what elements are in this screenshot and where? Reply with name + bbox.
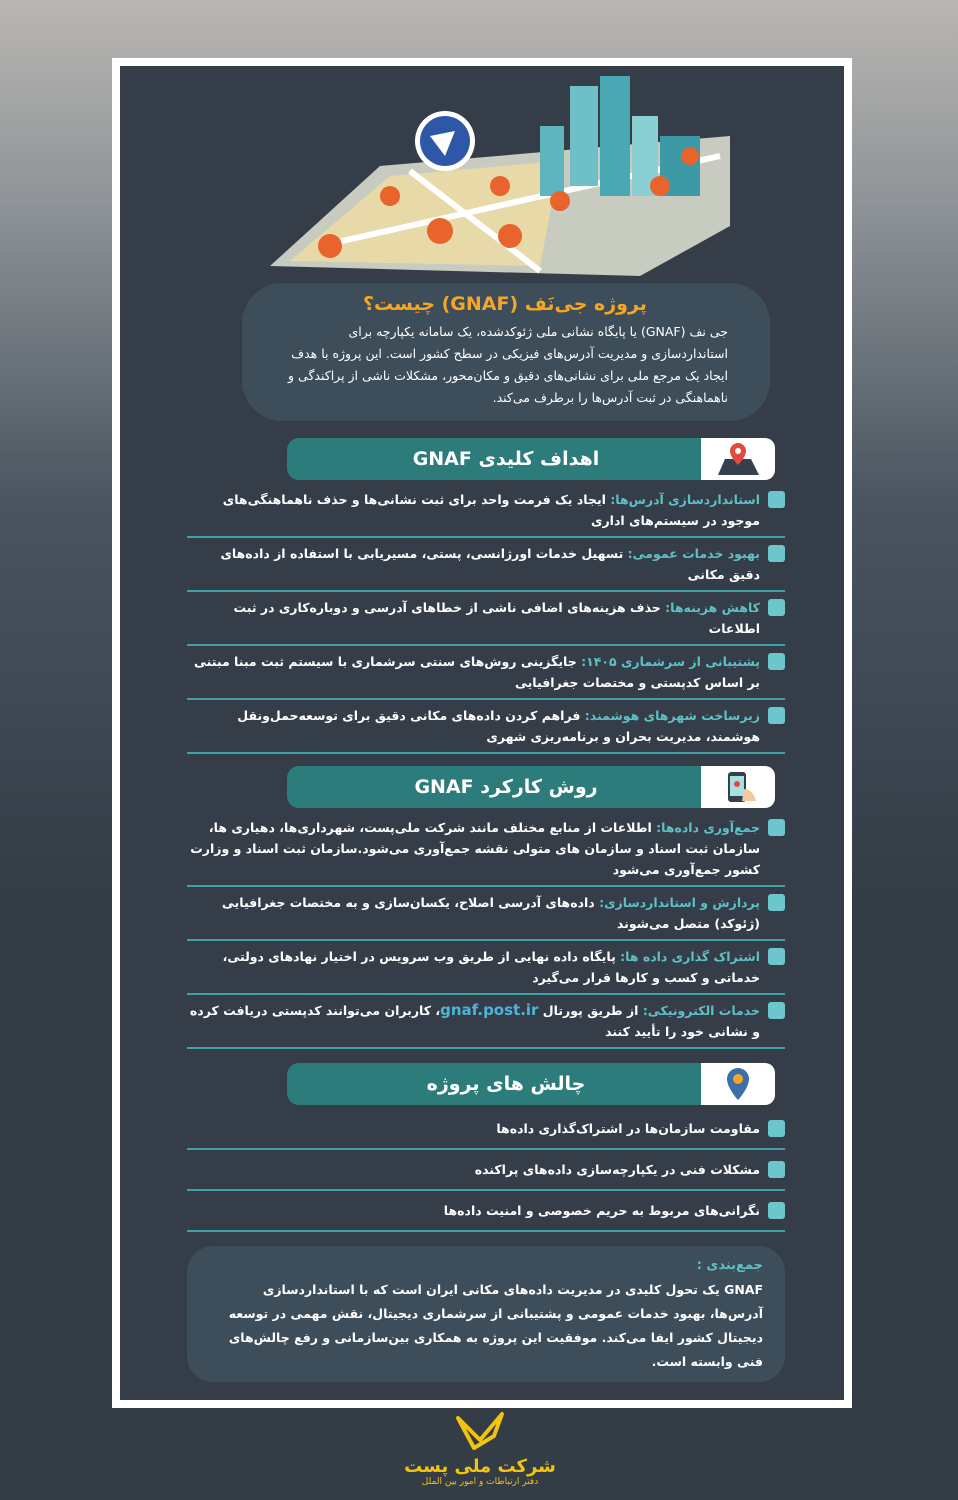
item-text: نگرانی‌های مربوط به حریم خصوصی و امنیت داده‌ها (443, 1203, 760, 1218)
item-label: استانداردسازی آدرس‌ها: (610, 492, 760, 507)
list-item (187, 1191, 785, 1232)
title-part: پروژه جی‌نَف ( (509, 293, 647, 315)
intro-title (282, 293, 728, 315)
intro-body: جی نف (GNAF) یا پایگاه نشانی ملی ژئوکدشده، یک سامانه یکپارچه برای استانداردسازی و مدیریت آدرس‌های فیزیکی در سطح کشور است. این پروژه با هدف ایجاد یک مرجع ملی برای نشانی‌های دقیق و مکان‌محور، مشکلات ناشی از پراکندگی و ناهماهنگی در ثبت آدرس‌ها را برطرف می‌کند. (288, 324, 728, 405)
item-text: ، کاربران می‌توانند کدپستی دریافت کرده و نشانی خود را تأیید کنند (189, 1003, 760, 1039)
checkbox-icon (768, 948, 785, 965)
goals-header (287, 438, 775, 480)
summary-title: جمع‌بندی : (696, 1258, 763, 1273)
map-pin-icon (701, 438, 775, 480)
gnaf-portal-link[interactable]: gnaf.post.ir (440, 1001, 539, 1019)
list-item (187, 700, 785, 754)
item-text: ایجاد یک فرمت واحد برای ثبت نشانی‌ها و حذف ناهماهنگی‌های موجود در سیستم‌های اداری (222, 492, 760, 528)
list-item (187, 1109, 785, 1150)
item-text: حذف هزینه‌های اضافی ناشی از خطاهای آدرسی و دوباره‌کاری در ثبت اطلاعات (233, 600, 760, 636)
checkbox-icon (768, 1120, 785, 1137)
list-item (187, 941, 785, 995)
item-text: داده‌های آدرسی اصلاح، یکسان‌سازی و به مختصات جغرافیایی (ژئوکد) متصل می‌شوند (221, 895, 760, 931)
checkbox-icon (768, 1202, 785, 1219)
challenges-list (187, 1109, 785, 1232)
item-label: بهبود خدمات عمومی: (627, 546, 760, 561)
phone-map-icon (701, 766, 775, 808)
checkbox-icon (768, 1161, 785, 1178)
item-text: مقاومت سازمان‌ها در اشتراک‌گذاری داده‌ها (496, 1121, 760, 1136)
post-company-logo (400, 1408, 560, 1500)
challenges-header (287, 1063, 775, 1105)
method-list (187, 812, 785, 1049)
checkbox-icon (768, 707, 785, 724)
method-title: روش کارکرد GNAF (287, 766, 725, 808)
item-text: جایگزینی روش‌های سنتی سرشماری با سیستم ثبت مبنا مبتنی بر اساس کدپستی و مختصات جغرافیایی (193, 654, 760, 690)
title-gnaf: GNAF (450, 293, 510, 315)
checkbox-icon (768, 1002, 785, 1019)
company-name: شرکت ملی پست (404, 1456, 556, 1477)
summary-body: GNAF یک تحول کلیدی در مدیریت داده‌های مکانی ایران است که با استانداردسازی آدرس‌ها، بهبود خدمات عمومی و پشتیبانی از سرشماری دیجیتال، نقش مهمی در توسعه دیجیتال کشور ایفا می‌کند. موفقیت این پروژه به همکاری بین‌سازمانی و رفع چالش‌های فنی وابسته است. (228, 1282, 763, 1369)
item-text: از طریق پورتال (538, 1003, 643, 1018)
item-label: جمع‌آوری داده‌ها: (656, 820, 760, 835)
list-item (187, 484, 785, 538)
item-label: زیرساخت شهرهای هوشمند: (584, 708, 760, 723)
intro-card (242, 283, 770, 421)
item-label: کاهش هزینه‌ها: (665, 600, 760, 615)
checkbox-icon (768, 491, 785, 508)
item-text: مشکلات فنی در یکپارچه‌سازی داده‌های پراکنده (474, 1162, 760, 1177)
checkbox-icon (768, 653, 785, 670)
content-column (187, 283, 785, 1382)
checkbox-icon (768, 599, 785, 616)
method-header (287, 766, 775, 808)
checkbox-icon (768, 894, 785, 911)
list-item (187, 812, 785, 887)
item-label: اشتراک گذاری داده ها: (620, 949, 760, 964)
company-department: دفتر ارتباطات و امور بین الملل (421, 1477, 539, 1487)
item-text: تسهیل خدمات اورژانسی، پستی، مسیریابی با استفاده از داده‌های دقیق مکانی (220, 546, 760, 582)
item-text: اطلاعات از منابع مختلف مانند شرکت ملی‌پست، شهرداری‌ها، دهیاری ها، سازمان ثبت اسناد و سازمان های متولی نقشه جمع‌آوری می‌شود.سازمان ثبت اسناد و وزارت کشور جمع‌آوری می‌شود (190, 820, 760, 877)
bird-logo-icon (450, 1408, 510, 1454)
item-label: خدمات الکترونیکی: (642, 1003, 760, 1018)
list-item (187, 995, 785, 1049)
checkbox-icon (768, 819, 785, 836)
goals-title: اهداف کلیدی GNAF (287, 438, 725, 480)
checkbox-icon (768, 545, 785, 562)
infographic-frame (112, 58, 852, 1408)
item-text: پایگاه داده نهایی از طریق وب سرویس در اختیار نهادهای دولتی، خدماتی و کسب و کارها قرار می‌گیرد (222, 949, 760, 985)
item-text: فراهم کردن داده‌های مکانی دقیق برای توسعه‌حمل‌ونقل هوشمند، مدیریت بحران و برنامه‌ریزی شهری (237, 708, 760, 744)
list-item (187, 538, 785, 592)
summary-card (187, 1246, 785, 1382)
item-label: پردازش و استانداردسازی: (599, 895, 760, 910)
list-item (187, 592, 785, 646)
item-label: پشتیبانی از سرشماری ۱۴۰۵: (581, 654, 760, 669)
list-item (187, 1150, 785, 1191)
city-map-illustration (260, 76, 740, 276)
challenges-title: چالش های پروژه (287, 1063, 725, 1105)
list-item (187, 887, 785, 941)
goals-list (187, 484, 785, 754)
infographic-panel (120, 66, 844, 1400)
title-part: ) چیست؟ (363, 293, 451, 315)
list-item (187, 646, 785, 700)
location-pin-icon (701, 1063, 775, 1105)
